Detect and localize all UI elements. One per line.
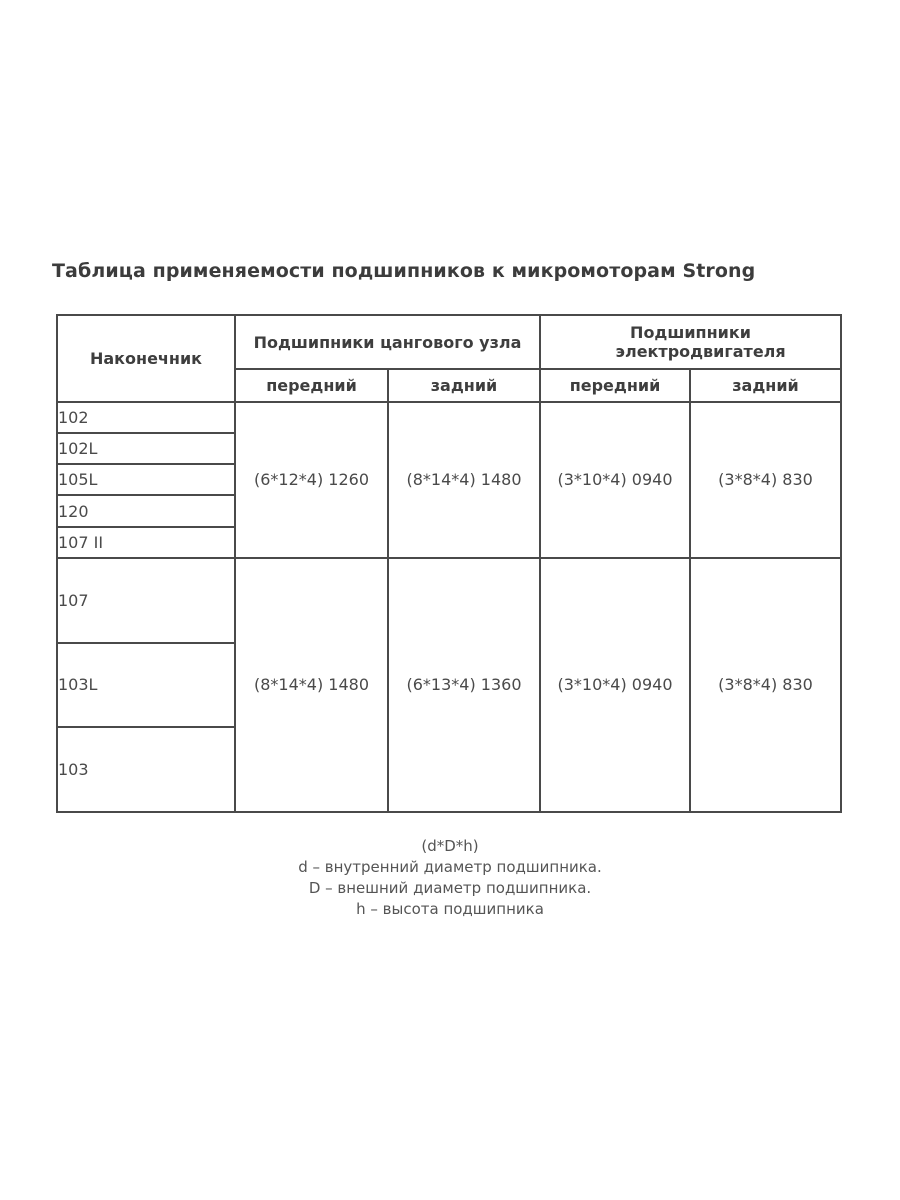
tip-cell: 102L: [57, 433, 235, 464]
header-tip: Наконечник: [57, 315, 235, 402]
legend-outer-diameter: D – внешний диаметр подшипника.: [308, 879, 592, 897]
motor-rear-cell: (3*8*4) 830: [690, 402, 841, 558]
tip-cell: 107: [57, 558, 235, 643]
collet-front-cell: (6*12*4) 1260: [235, 402, 388, 558]
header-collet-rear: задний: [388, 369, 540, 401]
page-title: Таблица применяемости подшипников к микромоторам Strong: [52, 260, 756, 282]
tip-cell: 105L: [57, 464, 235, 495]
collet-rear-cell: (8*14*4) 1480: [388, 402, 540, 558]
header-motor-rear: задний: [690, 369, 841, 401]
bearing-table: [56, 314, 842, 813]
tip-cell: 120: [57, 495, 235, 526]
legend: [0, 836, 900, 920]
tip-cell: 103L: [57, 643, 235, 728]
header-row-1: [57, 315, 841, 369]
legend-height: h – высота подшипника: [356, 900, 544, 918]
header-motor-bearings-text: Подшипники электродвигателя: [615, 323, 786, 362]
motor-rear-cell: (3*8*4) 830: [690, 558, 841, 812]
tip-cell: 103: [57, 727, 235, 812]
header-motor-bearings: [540, 315, 841, 369]
header-collet-bearings: Подшипники цангового узла: [235, 315, 540, 369]
collet-front-cell: (8*14*4) 1480: [235, 558, 388, 812]
legend-formula: (d*D*h): [421, 837, 479, 855]
legend-inner-diameter: d – внутренний диаметр подшипника.: [298, 858, 602, 876]
tip-cell: 102: [57, 402, 235, 433]
header-motor-front: передний: [540, 369, 690, 401]
motor-front-cell: (3*10*4) 0940: [540, 558, 690, 812]
motor-front-cell: (3*10*4) 0940: [540, 402, 690, 558]
collet-rear-cell: (6*13*4) 1360: [388, 558, 540, 812]
table-row: [57, 402, 841, 433]
tip-cell: 107 II: [57, 527, 235, 558]
table-row: [57, 558, 841, 643]
header-collet-front: передний: [235, 369, 388, 401]
